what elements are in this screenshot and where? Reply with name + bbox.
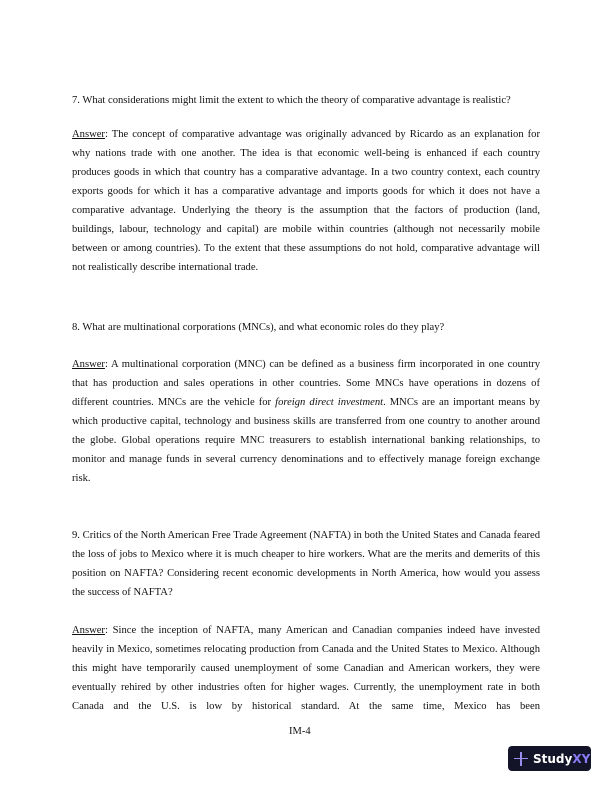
answer-label: Answer bbox=[72, 129, 105, 140]
answer-label: Answer bbox=[72, 359, 105, 370]
question-8: 8. What are multinational corporations (MNCs), and what economic roles do they play? bbox=[72, 322, 445, 333]
question-9: 9. Critics of the North American Free Trade Agreement (NAFTA) in both the United States and Canada feared the loss of jobs to Mexico where it is much cheaper to hire workers. What are the merits and demerits of this position on NAFTA? Considering recent economic developments in North America, how would you assess the success of NAFTA? bbox=[72, 530, 540, 598]
plus-icon bbox=[514, 752, 528, 766]
page-number: IM-4 bbox=[289, 726, 311, 737]
answer-text: : The concept of comparative advantage was originally advanced by Ricardo as an explanation for why nations trade with one another. The idea is that economic well-being is enhanced if each country produces goods in which that country has a comparative advantage. In a two country context, each country exports goods for which it has a comparative advantage and imports goods for which it does not have a comparative advantage. Underlying the theory is the assumption that the factors of production (land, buildings, labour, technology and capital) are mobile within countries (although not necessarily mobile between or among countries). To the extent that these assumptions do not hold, comparative advantage will not realistically describe international trade. bbox=[72, 129, 540, 273]
answer-emphasis: foreign direct investment bbox=[275, 397, 384, 408]
answer-text: : A multinational corporation (MNC) can be defined as a business firm incorporated in one country that has production and sales operations in other countries. Some MNCs have operations in dozens of different countries. MNCs are the vehicle for bbox=[72, 359, 540, 408]
answer-8 bbox=[72, 355, 540, 488]
brand-accent: XY bbox=[572, 751, 591, 766]
answer-label: Answer bbox=[72, 625, 105, 636]
answer-7 bbox=[72, 125, 540, 277]
brand-main: Study bbox=[533, 751, 573, 766]
answer-text: . MNCs are an important means by which productive capital, technology and business skills are transferred from one country to another around the globe. Global operations require MNC treasurers to establish international banking relationships, to monitor and manage funds in several currency denominations and to effectively manage foreign exchange risk. bbox=[72, 397, 541, 484]
answer-9 bbox=[72, 621, 540, 716]
answer-text: : Since the inception of NAFTA, many American and Canadian companies indeed have invested heavily in Mexico, sometimes relocating production from Canada and the United States to Mexico. Although this might have temporarily caused unemployment of some Canadian and American workers, they were eventually rehired by other industries often for higher wages. Currently, the unemployment rate in both Canada and the U.S. is low by historical standard. At the same time, Mexico has been bbox=[72, 625, 540, 712]
question-7: 7. What considerations might limit the extent to which the theory of comparative advantage is realistic? bbox=[72, 95, 511, 106]
studyxy-watermark[interactable] bbox=[508, 746, 591, 771]
